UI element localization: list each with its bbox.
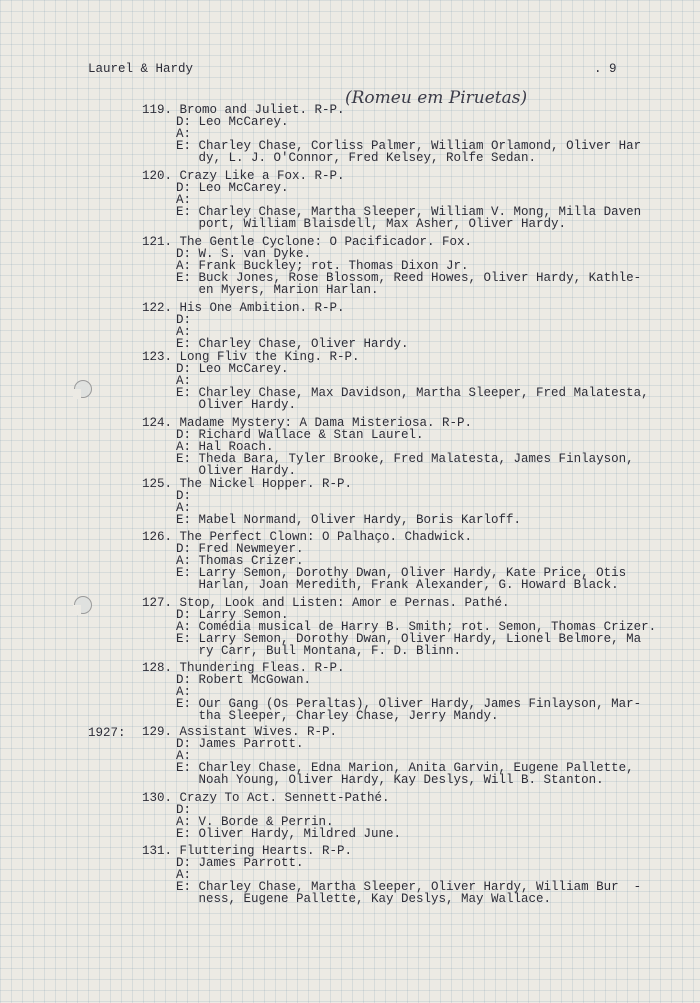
film-entry (142, 104, 662, 164)
film-detail-line: A: (176, 374, 192, 389)
film-detail-line: D: Larry Semon. (176, 608, 289, 623)
film-title: 131. Fluttering Hearts. R-P. (142, 844, 353, 858)
film-entry (142, 236, 662, 296)
film-detail-line: D: James Parrott. (176, 856, 304, 871)
film-title: 124. Madame Mystery: A Dama Misteriosa. R-P. (142, 416, 473, 430)
punch-hole (74, 380, 92, 398)
film-entry (142, 351, 662, 411)
film-detail-line: D: Leo McCarey. (176, 181, 289, 196)
film-detail-line: E: Charley Chase, Martha Sleeper, Oliver Hardy, William Bur - (176, 880, 642, 895)
film-detail-line: port, William Blaisdell, Max Asher, Oliver Hardy. (176, 217, 567, 232)
film-detail-line: Noah Young, Oliver Hardy, Kay Deslys, Will B. Stanton. (176, 773, 604, 788)
film-detail-line: A: Comédia musical de Harry B. Smith; rot. Semon, Thomas Crizer. (176, 620, 657, 635)
film-title: 125. The Nickel Hopper. R-P. (142, 477, 353, 491)
film-detail-line: en Myers, Marion Harlan. (176, 283, 379, 298)
film-detail-line: A: (176, 325, 192, 340)
film-detail-line: E: Buck Jones, Rose Blossom, Reed Howes, Oliver Hardy, Kathle- (176, 271, 642, 286)
film-detail-line: E: Our Gang (Os Peraltas), Oliver Hardy, James Finlayson, Mar- (176, 697, 642, 712)
film-title: 122. His One Ambition. R-P. (142, 301, 345, 315)
film-detail-line: D: (176, 803, 192, 818)
film-detail-line: Oliver Hardy. (176, 464, 297, 479)
film-detail-line: A: (176, 749, 192, 764)
film-detail-line: E: Charley Chase, Max Davidson, Martha Sleeper, Fred Malatesta, (176, 386, 649, 401)
film-detail-line: E: Charley Chase, Martha Sleeper, William V. Mong, Milla Daven (176, 205, 642, 220)
film-detail-line: A: (176, 685, 192, 700)
punch-hole (74, 596, 92, 614)
film-detail-line: A: (176, 127, 192, 142)
film-detail-line: D: Robert McGowan. (176, 673, 312, 688)
film-detail-line: A: (176, 868, 192, 883)
film-entry (142, 845, 662, 905)
film-detail-line: ness, Eugene Pallette, Kay Deslys, May Wallace. (176, 892, 552, 907)
film-detail-line: A: Hal Roach. (176, 440, 274, 455)
film-detail-line: Oliver Hardy. (176, 398, 297, 413)
film-entry (142, 662, 662, 722)
film-title: 127. Stop, Look and Listen: Amor e Pernas. Pathé. (142, 596, 510, 610)
film-detail-line: E: Charley Chase, Oliver Hardy. (176, 337, 409, 352)
film-detail-line: D: (176, 313, 192, 328)
film-entry (142, 478, 662, 526)
film-detail-line: A: (176, 193, 192, 208)
film-detail-line: D: Fred Newmeyer. (176, 542, 304, 557)
film-detail-line: A: V. Borde & Perrin. (176, 815, 334, 830)
film-detail-line: D: Leo McCarey. (176, 115, 289, 130)
film-detail-line: tha Sleeper, Charley Chase, Jerry Mandy. (176, 709, 499, 724)
film-detail-line: D: W. S. van Dyke. (176, 247, 312, 262)
film-detail-line: A: Thomas Crizer. (176, 554, 304, 569)
film-title: 128. Thundering Fleas. R-P. (142, 661, 345, 675)
film-title: 119. Bromo and Juliet. R-P. (142, 103, 345, 117)
film-detail-line: D: (176, 489, 192, 504)
film-title: 121. The Gentle Cyclone: O Pacificador. Fox. (142, 235, 473, 249)
film-entry (142, 302, 662, 350)
film-detail-line: E: Charley Chase, Edna Marion, Anita Garvin, Eugene Pallette, (176, 761, 634, 776)
film-detail-line: Harlan, Joan Meredith, Frank Alexander, G. Howard Black. (176, 578, 619, 593)
film-detail-line: D: James Parrott. (176, 737, 304, 752)
film-entry (142, 531, 662, 591)
film-detail-line: E: Charley Chase, Corliss Palmer, William Orlamond, Oliver Har (176, 139, 642, 154)
year-marker: 1927: (88, 726, 126, 740)
film-detail-line: E: Theda Bara, Tyler Brooke, Fred Malatesta, James Finlayson, (176, 452, 634, 467)
film-entry (142, 792, 662, 840)
film-detail-line: E: Larry Semon, Dorothy Dwan, Oliver Hardy, Kate Price, Otis (176, 566, 627, 581)
film-title: 126. The Perfect Clown: O Palhaço. Chadwick. (142, 530, 473, 544)
film-detail-line: E: Larry Semon, Dorothy Dwan, Oliver Hardy, Lionel Belmore, Ma (176, 632, 642, 647)
film-detail-line: dy, L. J. O'Connor, Fred Kelsey, Rolfe Sedan. (176, 151, 537, 166)
film-detail-line: D: Leo McCarey. (176, 362, 289, 377)
film-detail-line: D: Richard Wallace & Stan Laurel. (176, 428, 424, 443)
film-title: 120. Crazy Like a Fox. R-P. (142, 169, 345, 183)
film-detail-line: E: Oliver Hardy, Mildred June. (176, 827, 402, 842)
film-detail-line: A: Frank Buckley; rot. Thomas Dixon Jr. (176, 259, 469, 274)
film-entry (142, 597, 662, 657)
film-title: 129. Assistant Wives. R-P. (142, 725, 338, 739)
film-title: 123. Long Fliv the King. R-P. (142, 350, 360, 364)
film-detail-line: A: (176, 501, 192, 516)
film-detail-line: E: Mabel Normand, Oliver Hardy, Boris Karloff. (176, 513, 522, 528)
film-entry (142, 726, 662, 786)
handwritten-note: (Romeu em Piruetas) (345, 88, 528, 108)
page-header-title: Laurel & Hardy (88, 62, 194, 76)
film-detail-line: ry Carr, Bull Montana, F. D. Blinn. (176, 644, 462, 659)
film-title: 130. Crazy To Act. Sennett-Pathé. (142, 791, 390, 805)
film-entry (142, 417, 662, 477)
film-entry (142, 170, 662, 230)
page-number: . 9 (594, 62, 617, 76)
